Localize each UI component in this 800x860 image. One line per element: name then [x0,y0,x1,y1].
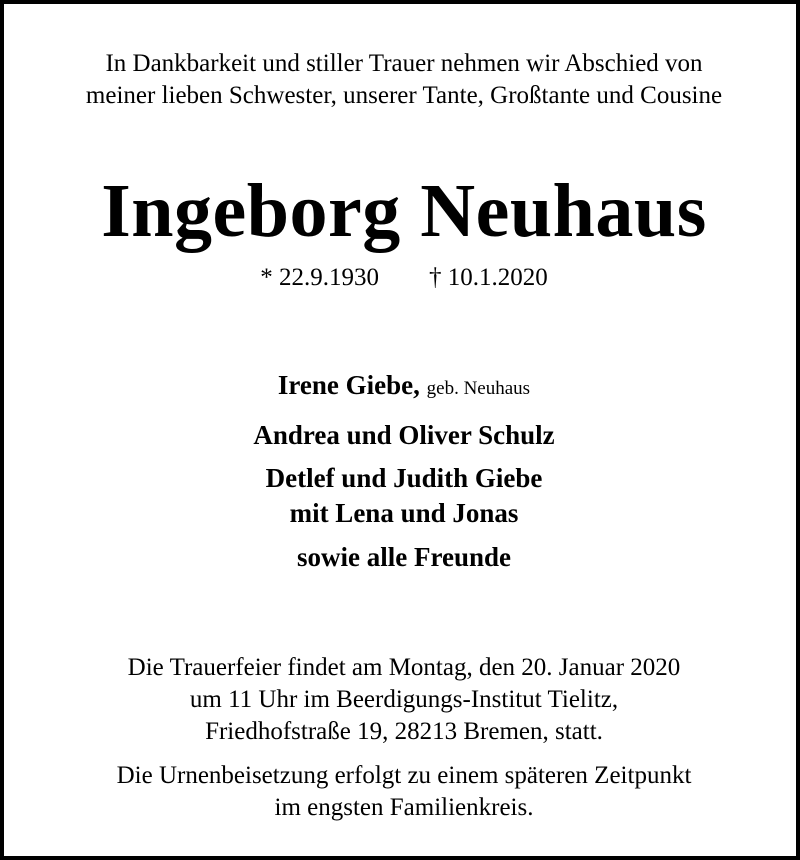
birth-date: * 22.9.1930 [260,264,379,291]
mourner-birth-name: geb. Neuhaus [426,378,531,399]
mourner-line-4: mit Lena und Jonas [289,498,519,528]
dates-line [4,262,800,294]
intro-line-2: meiner lieben Schwester, unserer Tante, Großtante und Cousine [85,82,723,109]
mourner-name: Irene Giebe, [277,370,420,400]
intro-line-1: In Dankbarkeit und stiller Trauer nehmen wir Abschied von [105,50,703,77]
ceremony-line-2: um 11 Uhr im Beerdigungs-Institut Tielitz, [189,686,619,713]
deceased-name: Ingeborg Neuhaus [101,169,707,253]
mourner-line-5: sowie alle Freunde [297,542,511,572]
mourner-line-1 [4,368,800,406]
death-date: † 10.1.2020 [429,264,548,291]
urn-line-1: Die Urnenbeisetzung erfolgt zu einem späteren Zeitpunkt [116,762,692,789]
urn-line-2: im engsten Familienkreis. [274,794,534,821]
mourner-line-2: Andrea und Oliver Schulz [253,420,555,450]
ceremony-line-3: Friedhofstraße 19, 28213 Bremen, statt. [205,718,603,745]
ceremony-line-1: Die Trauerfeier findet am Montag, den 20. Januar 2020 [127,654,681,681]
mourner-line-3: Detlef und Judith Giebe [265,463,543,493]
